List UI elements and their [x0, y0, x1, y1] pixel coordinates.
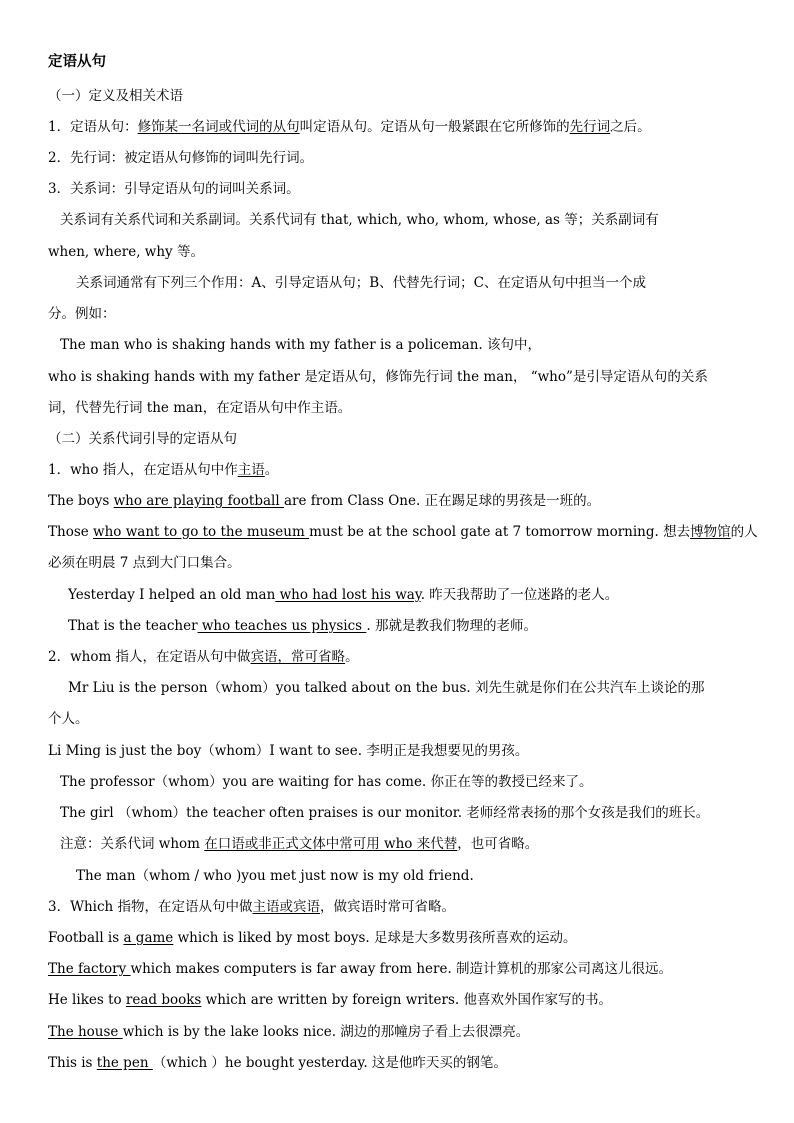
example-line: [48, 928, 577, 948]
text: （which ）he bought yesterday. 这是他昨天买的钢笔。: [152, 1055, 507, 1071]
text: . 那就是教我们物理的老师。: [366, 618, 537, 634]
text: must be at the school gate at 7 tomorrow morning. 想去: [309, 524, 691, 540]
text: He likes to: [48, 992, 126, 1008]
example-line: [48, 959, 672, 979]
text: Those: [48, 524, 94, 540]
text: 的人: [730, 524, 758, 540]
text: 1．who 指人，在定语从句中作: [48, 462, 238, 478]
text: Football is: [48, 930, 124, 946]
text: . 昨天我帮助了一位迷路的老人。: [420, 587, 619, 603]
note-line: [60, 834, 538, 854]
underlined-text: who are playing football: [113, 493, 284, 509]
example-line: The man who is shaking hands with my father is a policeman. 该句中，: [60, 337, 541, 353]
text: ，做宾语时常可省略。: [320, 899, 456, 915]
text: That is the teacher: [68, 618, 198, 634]
definition-line: 2．先行词：被定语从句修饰的词叫先行词。: [48, 150, 314, 166]
text: The boys: [48, 493, 114, 509]
example-line: [48, 522, 758, 542]
text: 注意：关系代词 whom: [60, 836, 205, 852]
underlined-text: who want to go to the museum: [93, 524, 310, 540]
rule-line: [48, 460, 278, 480]
text: are from Class One. 正在踢足球的男孩是一班的。: [283, 493, 601, 509]
example-line: The girl （whom）the teacher often praises is our monitor. 老师经常表扬的那个女孩是我们的班长。: [60, 805, 710, 821]
text: which is by the lake looks nice. 湖边的那幢房子看上去很漂亮。: [122, 1024, 530, 1040]
paragraph-line: 分。例如：: [48, 306, 116, 322]
example-line: Li Ming is just the boy（whom）I want to see. 李明正是我想要见的男孩。: [48, 743, 529, 759]
underlined-text: 修饰某一名词或代词的从句: [137, 119, 300, 135]
example-line: Mr Liu is the person（whom）you talked about on the bus. 刘先生就是你们在公共汽车上谈论的那: [68, 680, 705, 696]
example-line: who is shaking hands with my father 是定语从句，修饰先行词 the man， “who”是引导定语从句的关系: [48, 369, 708, 385]
text: This is: [48, 1055, 97, 1071]
section-heading: （二）关系代词引导的定语从句: [48, 431, 237, 447]
text: 1．定语从句：: [48, 119, 138, 135]
rule-line: [48, 897, 455, 917]
underlined-text: who had lost his way: [275, 587, 421, 603]
underlined-text: 主语或宾语: [252, 899, 321, 915]
underlined-text: a game: [123, 930, 174, 946]
example-line: [48, 491, 600, 511]
underlined-text: the pen: [96, 1055, 153, 1071]
example-line: [48, 1022, 529, 1042]
underlined-text: who teaches us physics: [197, 618, 367, 634]
example-line: [48, 990, 612, 1010]
text: 。: [264, 462, 279, 478]
paragraph-line: when, where, why 等。: [48, 244, 204, 260]
text: 2．whom 指人，在定语从句中做: [48, 649, 251, 665]
text: Yesterday I helped an old man: [68, 587, 276, 603]
text: which makes computers is far away from here. 制造计算机的那家公司离这儿很远。: [130, 961, 673, 977]
underlined-text: The factory: [48, 961, 131, 977]
underlined-text: 主语: [237, 462, 265, 478]
underlined-text: 博物馆: [690, 524, 731, 540]
example-line: 词，代替先行词 the man，在定语从句中作主语。: [48, 400, 352, 416]
example-line: [68, 585, 618, 605]
text: which are written by foreign writers. 他喜欢外国作家写的书。: [201, 992, 612, 1008]
definition-line: 3．关系词：引导定语从句的词叫关系词。: [48, 181, 300, 197]
text: 3．Which 指物，在定语从句中做: [48, 899, 253, 915]
underlined-text: 宾语，常可省略: [250, 649, 346, 665]
underlined-text: read books: [125, 992, 202, 1008]
page-title: 定语从句: [48, 53, 106, 70]
example-line: The professor（whom）you are waiting for has come. 你正在等的教授已经来了。: [60, 774, 593, 790]
rule-line: [48, 647, 359, 667]
underlined-text: 在口语或非正式文体中常可用 who 来代替: [204, 836, 458, 852]
section-heading: （一）定义及相关术语: [48, 88, 183, 104]
paragraph-line: 关系词通常有下列三个作用：A、引导定语从句；B、代替先行词；C、在定语从句中担当一个成: [76, 275, 646, 291]
example-line: [48, 1053, 507, 1073]
underlined-text: The house: [48, 1024, 123, 1040]
text: which is liked by most boys. 足球是大多数男孩所喜欢的运动。: [173, 930, 577, 946]
text: 叫定语从句。定语从句一般紧跟在它所修饰的: [299, 119, 570, 135]
paragraph-line: 关系词有关系代词和关系副词。关系代词有 that, which, who, whom, whose, as 等；关系副词有: [60, 212, 659, 228]
example-line: 个人。: [48, 711, 89, 727]
text: 之后。: [610, 119, 651, 135]
underlined-text: 先行词: [569, 119, 611, 135]
example-line: [68, 616, 537, 636]
text: ，也可省略。: [457, 836, 539, 852]
example-line: The man（whom / who )you met just now is my old friend.: [76, 868, 474, 884]
text: 。: [345, 649, 359, 665]
definition-line: [48, 117, 651, 137]
example-line: 必须在明晨 7 点到大门口集合。: [48, 555, 241, 571]
